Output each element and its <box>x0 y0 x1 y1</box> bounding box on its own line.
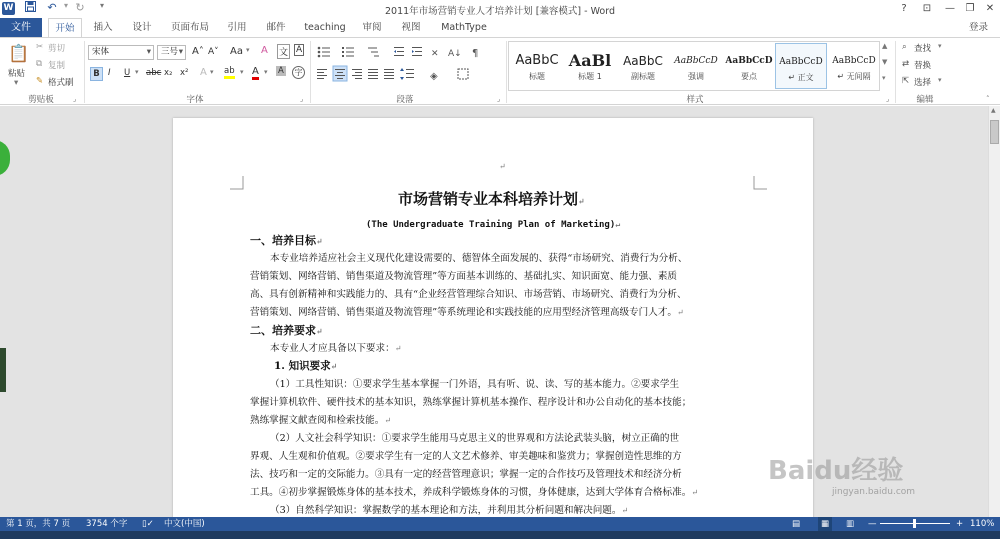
body-line: 高、具有创新精神和实践能力的、具有“企业经营管理综合知识、市场营销、市场研究、消费行为分析、 <box>250 289 687 300</box>
svg-text:✕: ✕ <box>431 49 439 59</box>
zoom-slider-thumb[interactable] <box>913 519 916 528</box>
cut-button[interactable]: 剪切 <box>48 44 66 54</box>
baidu-watermark-url: jingyan.baidu.com <box>832 487 916 497</box>
text-effects-dropdown-icon[interactable]: ▾ <box>210 68 214 76</box>
bullets-icon[interactable] <box>318 47 330 58</box>
proofing-icon[interactable]: ▯✓ <box>142 519 154 529</box>
scroll-up-icon[interactable]: ▲ <box>991 107 996 114</box>
ribbon <box>0 37 1000 105</box>
change-case-button[interactable]: Aa <box>230 46 243 57</box>
style-no-spacing[interactable]: AaBbCcD ↵ 无间隔 <box>832 56 876 81</box>
bold-button[interactable]: B <box>90 67 103 81</box>
styles-gallery <box>508 41 880 91</box>
subscript-button[interactable]: x₂ <box>164 68 173 78</box>
login-link[interactable]: 登录 <box>968 22 988 33</box>
section-heading-1: 一、培养目标↵ <box>250 234 323 247</box>
character-shading-button[interactable]: A <box>278 66 284 76</box>
paste-icon[interactable]: 📋 <box>8 44 30 64</box>
cut-icon[interactable]: ✂ <box>36 42 44 52</box>
collapse-ribbon-icon[interactable]: ˄ <box>986 95 990 103</box>
baidu-watermark-logo: Baidu经验 <box>768 456 904 486</box>
paragraph-controls <box>316 45 506 85</box>
font-color-dropdown-icon[interactable]: ▾ <box>264 68 268 76</box>
tab-mathtype[interactable]: MathType <box>441 22 487 33</box>
grow-font-button[interactable]: A˄ <box>192 46 204 57</box>
print-layout-icon[interactable]: ▦ <box>818 517 832 531</box>
copy-icon[interactable]: ⧉ <box>36 59 43 69</box>
word-count[interactable]: 3754 个字 <box>86 519 128 529</box>
close-button[interactable]: ✕ <box>985 3 995 14</box>
chinese-layout-icon[interactable] <box>431 49 439 59</box>
group-divider <box>506 41 507 103</box>
crop-mark-top-right <box>753 176 767 190</box>
shading-icon[interactable] <box>430 71 438 82</box>
align-right-icon[interactable] <box>352 69 362 79</box>
format-painter-button[interactable]: 格式刷 <box>48 78 74 88</box>
find-dropdown-icon[interactable]: ▾ <box>938 42 942 50</box>
style-subtitle[interactable]: AaBbC 副标题 <box>623 54 663 81</box>
svg-text:¶: ¶ <box>472 48 479 59</box>
style-strong[interactable]: AaBbCcD 要点 <box>725 56 773 81</box>
tab-home[interactable]: 开始 <box>48 18 82 38</box>
tab-review[interactable]: 审阅 <box>362 22 382 33</box>
document-subtitle: (The Undergraduate Training Plan of Marketing)↵ <box>366 220 621 230</box>
group-divider <box>84 41 85 103</box>
find-button[interactable]: 查找 <box>914 44 932 54</box>
gallery-scroll-up-icon[interactable]: ▲ <box>882 42 888 50</box>
undo-dropdown-icon[interactable]: ▾ <box>63 1 68 10</box>
styles-group-label: 样式 <box>686 95 704 105</box>
group-divider <box>895 41 896 103</box>
redo-icon[interactable]: ↻ <box>75 1 85 14</box>
style-heading1[interactable]: AaBl 标题 1 <box>568 51 612 81</box>
zoom-out-icon[interactable]: — <box>868 519 877 529</box>
body-line: （2）人文社会科学知识：①要求学生能用马克思主义的世界观和方法论武装头脑，树立正确的世 <box>270 433 680 444</box>
superscript-button[interactable]: x² <box>180 68 189 78</box>
green-floating-tab[interactable] <box>0 140 10 176</box>
font-color-button[interactable]: A <box>252 66 259 80</box>
paragraph-mark: ↵ <box>499 162 506 171</box>
clear-formatting-button[interactable]: A <box>261 45 268 56</box>
body-line: 工具。④初步掌握锻炼身体的基本技术，养成科学锻炼身体的习惯，身体健康，达到大学体育合格标准。↵ <box>250 487 699 498</box>
zoom-level[interactable]: 110% <box>970 519 995 529</box>
style-normal[interactable]: AaBbCcD ↵ 正文 <box>775 43 827 89</box>
read-mode-icon[interactable]: ▤ <box>792 519 801 529</box>
zoom-in-icon[interactable]: + <box>956 519 964 529</box>
body-line: 界观、人生观和价值观。②要求学生有一定的人文艺术修养、审美趣味和鉴赏力；掌握创造性思维的方 <box>250 451 682 462</box>
style-title[interactable]: AaBbC 标题 <box>515 53 559 81</box>
body-line: 法、技巧和一定的交际能力。③具有一定的经营管理意识；掌握一定的合作技巧及管理技术和经济分析 <box>250 469 682 480</box>
svg-text:◈: ◈ <box>430 71 438 82</box>
font-group-label: 字体 <box>186 95 204 105</box>
multilevel-list-icon[interactable] <box>368 48 379 57</box>
underline-button[interactable]: U <box>124 68 131 78</box>
tab-insert[interactable]: 插入 <box>93 22 113 33</box>
decrease-indent-icon[interactable] <box>394 47 404 56</box>
copy-button[interactable]: 复制 <box>48 61 66 71</box>
justify-icon[interactable] <box>368 69 378 79</box>
font-name-value: 宋体 <box>92 47 110 57</box>
font-size-select[interactable]: 三号 ▾ <box>157 45 186 60</box>
minimize-button[interactable]: — <box>945 3 955 14</box>
web-layout-icon[interactable]: ▥ <box>846 519 855 529</box>
italic-button[interactable]: I <box>108 68 111 78</box>
svg-text:A↓: A↓ <box>448 49 462 59</box>
windows-taskbar <box>0 531 1000 539</box>
borders-icon[interactable] <box>458 69 468 79</box>
title-bar <box>0 0 1000 18</box>
text-effects-button[interactable]: A <box>200 67 207 78</box>
gallery-more-icon[interactable]: ▾ <box>882 74 886 82</box>
body-line: 掌握计算机软件、硬件技术的基本知识，熟练掌握计算机基本操作、程序设计和办公自动化的基本技能； <box>250 397 692 408</box>
vertical-scrollbar[interactable] <box>988 106 1000 517</box>
word-app-icon[interactable]: W <box>3 3 14 13</box>
help-button[interactable]: ? <box>901 3 907 14</box>
styles-launcher-icon[interactable]: ⌟ <box>886 95 890 103</box>
replace-button[interactable]: 替换 <box>914 61 932 71</box>
clipboard-launcher-icon[interactable]: ⌟ <box>73 95 77 103</box>
group-divider <box>310 41 311 103</box>
highlight-dropdown-icon[interactable]: ▾ <box>240 68 244 76</box>
body-line: 本专业培养适应社会主义现代化建设需要的、德智体全面发展的、获得“市场研究、消费行为分析、 <box>270 253 688 264</box>
character-border-button[interactable]: A <box>296 45 303 55</box>
side-toolbar-handle[interactable] <box>0 348 6 392</box>
distributed-icon[interactable] <box>384 69 394 79</box>
tab-references[interactable]: 引用 <box>227 22 247 33</box>
crop-mark-top-left <box>230 176 244 190</box>
tab-mailings[interactable]: 邮件 <box>266 22 286 33</box>
document-title: 市场营销专业本科培养计划↵ <box>398 190 585 208</box>
highlight-button[interactable]: ab <box>224 66 235 79</box>
align-left-icon[interactable] <box>317 69 327 79</box>
font-launcher-icon[interactable]: ⌟ <box>300 95 304 103</box>
select-icon[interactable]: ⇱ <box>902 76 910 86</box>
underline-dropdown-icon[interactable]: ▾ <box>135 68 139 76</box>
body-line: （3）自然科学知识：掌握数学的基本理论和方法，并利用其分析问题和解决问题。↵ <box>270 505 629 516</box>
show-marks-icon[interactable] <box>472 48 478 59</box>
body-line: 本专业人才应具备以下要求：↵ <box>270 343 402 354</box>
line-spacing-icon[interactable] <box>400 68 414 80</box>
page-count[interactable]: 第 1 页，共 7 页 <box>6 519 71 529</box>
tab-view[interactable]: 视图 <box>401 22 421 33</box>
body-line: 营销策划、网络营销、销售渠道及物流管理”等方面基本训练的、基础扎实、知识面宽、能力强、素质 <box>250 271 678 282</box>
strikethrough-button[interactable]: abc <box>146 68 162 78</box>
tab-layout[interactable]: 页面布局 <box>170 22 209 33</box>
subsection-heading: 1. 知识要求↵ <box>274 360 338 372</box>
restore-button[interactable]: ❐ <box>965 3 975 14</box>
replace-icon[interactable]: ⇄ <box>902 59 910 69</box>
document-page[interactable] <box>173 118 813 528</box>
paste-button[interactable]: 粘贴 <box>8 69 26 79</box>
section-heading-2: 二、培养要求↵ <box>250 324 323 337</box>
tab-file[interactable]: 文件 <box>0 18 42 38</box>
paragraph-launcher-icon[interactable]: ⌟ <box>497 95 501 103</box>
enclose-characters-button[interactable]: 字 <box>292 66 305 79</box>
undo-icon[interactable]: ↶ <box>47 1 57 14</box>
find-icon[interactable]: ⌕ <box>902 42 907 52</box>
shrink-font-button[interactable]: A˅ <box>208 47 219 57</box>
editing-group-label: 编辑 <box>916 95 934 105</box>
change-case-dropdown-icon[interactable]: ▾ <box>246 46 250 54</box>
document-area[interactable] <box>0 106 988 517</box>
language-indicator[interactable]: 中文(中国) <box>164 519 205 529</box>
font-name-select[interactable]: 宋体 ▾ <box>88 45 154 60</box>
scroll-thumb[interactable] <box>990 120 999 144</box>
select-dropdown-icon[interactable]: ▾ <box>938 76 942 84</box>
paste-dropdown-icon[interactable]: ▾ <box>14 78 19 88</box>
style-emphasis[interactable]: AaBbCcD 强调 <box>674 56 718 81</box>
clipboard-group-label: 剪贴板 <box>28 95 54 105</box>
tab-teaching[interactable]: teaching <box>304 22 346 33</box>
font-size-value: 三号 <box>161 47 179 57</box>
body-line: （1）工具性知识：①要求学生基本掌握一门外语，具有听、说、读、写的基本能力。②要求学生 <box>270 379 680 390</box>
select-button[interactable]: 选择 <box>914 78 932 88</box>
numbering-icon[interactable] <box>342 47 354 57</box>
tab-design[interactable]: 设计 <box>132 22 152 33</box>
body-line: 营销策划、网络营销、销售渠道及物流管理”等系统理论和实践技能的应用型经济管理高级专门人才。↵ <box>250 307 684 318</box>
ribbon-options-button[interactable]: ⊡ <box>922 3 932 14</box>
increase-indent-icon[interactable] <box>412 47 422 56</box>
gallery-scroll-down-icon[interactable]: ▼ <box>882 58 888 66</box>
customize-qat-icon[interactable]: ▾ <box>99 1 104 10</box>
format-painter-icon[interactable]: ✎ <box>36 76 44 86</box>
body-line: 熟练掌握文献查阅和检索技能。↵ <box>250 415 392 426</box>
status-bar <box>0 517 1000 531</box>
phonetic-guide-button[interactable]: 文 <box>277 44 290 59</box>
paragraph-group-label: 段落 <box>396 95 414 105</box>
window-title: 2011年市场营销专业人才培养计划 [兼容模式] - Word <box>385 6 615 17</box>
ribbon-tabs <box>0 18 1000 38</box>
sort-icon[interactable] <box>448 49 462 59</box>
